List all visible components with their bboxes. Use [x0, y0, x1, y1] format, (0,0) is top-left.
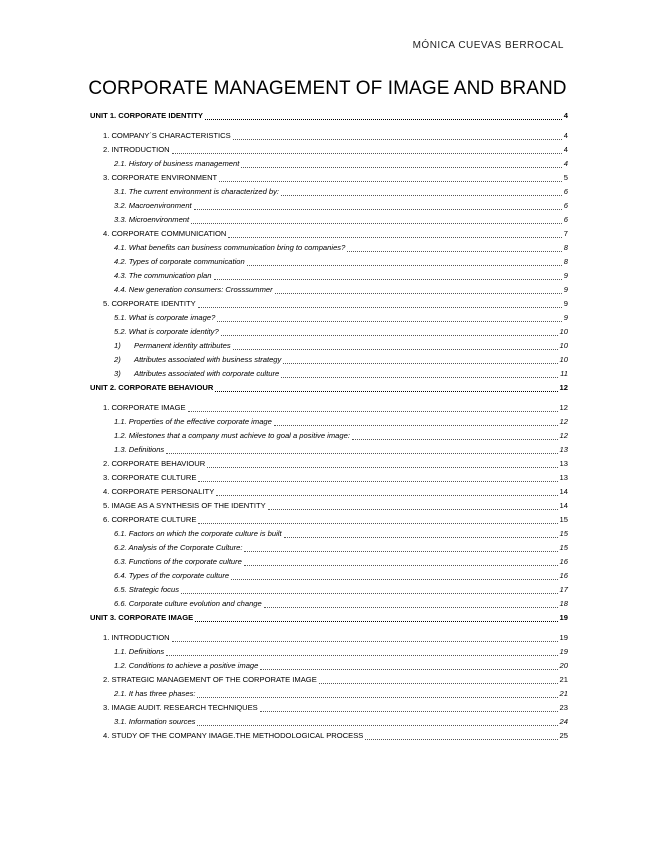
toc-dot-leader — [244, 550, 557, 552]
toc-entry-label — [114, 353, 281, 367]
toc-entry-number: 3) — [114, 369, 121, 378]
toc-entry[interactable] — [90, 325, 568, 339]
toc-entry[interactable] — [90, 429, 568, 443]
toc-entry[interactable] — [90, 701, 568, 715]
toc-dot-leader — [233, 348, 558, 350]
toc-dot-leader — [191, 222, 562, 224]
toc-entry-label: UNIT 2. CORPORATE BEHAVIOUR — [90, 383, 214, 392]
toc-page-number: 25 — [559, 731, 568, 740]
toc-entry-label: 4.4. New generation consumers: Crosssummer — [114, 285, 273, 294]
toc-dot-leader — [172, 640, 558, 642]
toc-entry-label: 6.6. Corporate culture evolution and change — [114, 599, 262, 608]
toc-dot-leader — [181, 592, 558, 594]
toc-page-number: 19 — [559, 633, 568, 642]
toc-page-number: 13 — [559, 459, 568, 468]
toc-entry[interactable] — [90, 513, 568, 527]
toc-page-number: 9 — [563, 271, 568, 280]
toc-dot-leader — [275, 292, 562, 294]
toc-page-number: 12 — [559, 403, 568, 412]
toc-entry-label: 1. INTRODUCTION — [103, 633, 170, 642]
toc-dot-leader — [221, 334, 558, 336]
toc-page-number: 21 — [559, 689, 568, 698]
toc-entry-label: 5.2. What is corporate identity? — [114, 327, 219, 336]
toc-dot-leader — [198, 480, 557, 482]
toc-entry[interactable] — [90, 569, 568, 583]
toc-page-number: 9 — [563, 285, 568, 294]
toc-page-number: 21 — [559, 675, 568, 684]
toc-dot-leader — [365, 738, 557, 740]
toc-entry[interactable] — [90, 715, 568, 729]
toc-dot-leader — [166, 654, 557, 656]
toc-entry-label — [114, 367, 279, 381]
toc-entry[interactable] — [90, 631, 568, 645]
toc-entry[interactable] — [90, 687, 568, 701]
toc-page-number: 23 — [559, 703, 568, 712]
toc-dot-leader — [216, 494, 557, 496]
toc-entry-text: Attributes associated with corporate culture — [134, 369, 280, 378]
toc-dot-leader — [281, 194, 562, 196]
toc-page-number: 20 — [559, 661, 568, 670]
toc-entry-label: 3. IMAGE AUDIT. RESEARCH TECHNIQUES — [103, 703, 258, 712]
toc-unit-entry[interactable] — [90, 611, 568, 625]
toc-dot-leader — [244, 564, 558, 566]
toc-page-number: 15 — [559, 543, 568, 552]
toc-entry-label — [114, 339, 231, 353]
toc-page-number: 12 — [559, 383, 568, 392]
toc-entry-label: 2.1. It has three phases: — [114, 689, 196, 698]
toc-entry-label: 4.2. Types of corporate communication — [114, 257, 245, 266]
toc-entry-label: 5. CORPORATE IDENTITY — [103, 299, 196, 308]
toc-entry[interactable] — [90, 527, 568, 541]
toc-entry[interactable] — [90, 597, 568, 611]
toc-page-number: 13 — [559, 445, 568, 454]
toc-entry[interactable] — [90, 541, 568, 555]
toc-dot-leader — [281, 376, 558, 378]
toc-unit-entry[interactable] — [90, 381, 568, 395]
toc-page-number: 6 — [563, 187, 568, 196]
toc-dot-leader — [284, 536, 558, 538]
toc-dot-leader — [194, 208, 562, 210]
toc-entry-label: 3.2. Macroenvironment — [114, 201, 192, 210]
toc-entry[interactable] — [90, 659, 568, 673]
toc-entry[interactable] — [90, 673, 568, 687]
toc-entry[interactable] — [90, 311, 568, 325]
toc-entry[interactable] — [90, 415, 568, 429]
toc-entry[interactable] — [90, 185, 568, 199]
toc-page-number: 18 — [559, 599, 568, 608]
toc-dot-leader — [205, 118, 562, 120]
document-title: CORPORATE MANAGEMENT OF IMAGE AND BRAND — [88, 78, 567, 99]
toc-page-number: 8 — [563, 257, 568, 266]
toc-entry-label: 1.2. Milestones that a company must achieve to goal a positive image: — [114, 431, 350, 440]
toc-entry[interactable] — [90, 269, 568, 283]
toc-page-number: 14 — [559, 487, 568, 496]
toc-page-number: 24 — [559, 717, 568, 726]
toc-entry-label: 1.3. Definitions — [114, 445, 165, 454]
toc-page-number: 4 — [563, 159, 568, 168]
toc-entry-label: 2. STRATEGIC MANAGEMENT OF THE CORPORATE IMAGE — [103, 675, 317, 684]
toc-page-number: 13 — [559, 473, 568, 482]
toc-dot-leader — [215, 390, 557, 392]
toc-page-number: 4 — [563, 145, 568, 154]
toc-entry[interactable] — [90, 241, 568, 255]
toc-entry-label: 3.3. Microenvironment — [114, 215, 190, 224]
toc-dot-leader — [260, 710, 558, 712]
toc-dot-leader — [217, 320, 561, 322]
toc-entry[interactable] — [90, 457, 568, 471]
toc-entry[interactable] — [90, 157, 568, 171]
toc-entry[interactable] — [90, 129, 568, 143]
toc-entry-label: 2. CORPORATE BEHAVIOUR — [103, 459, 206, 468]
toc-entry-label: 5.1. What is corporate image? — [114, 313, 216, 322]
toc-page-number: 19 — [559, 613, 568, 622]
toc-entry-number: 1) — [114, 341, 121, 350]
toc-entry[interactable] — [90, 213, 568, 227]
toc-entry-label: 1.1. Definitions — [114, 647, 165, 656]
toc-entry-label: 6.1. Factors on which the corporate culture is built — [114, 529, 282, 538]
toc-entry-text: Attributes associated with business strategy — [134, 355, 282, 364]
toc-dot-leader — [283, 362, 557, 364]
toc-page-number: 6 — [563, 215, 568, 224]
toc-entry-label: 1.1. Properties of the effective corporate image — [114, 417, 272, 426]
toc-entry[interactable] — [90, 353, 568, 367]
toc-page-number: 9 — [563, 313, 568, 322]
toc-entry-label: 3.1. Information sources — [114, 717, 196, 726]
toc-entry-label: 1. COMPANY´S CHARACTERISTICS — [103, 131, 231, 140]
toc-dot-leader — [207, 466, 557, 468]
toc-entry[interactable] — [90, 143, 568, 157]
toc-dot-leader — [264, 606, 558, 608]
toc-dot-leader — [319, 682, 558, 684]
toc-entry-label: 6.2. Analysis of the Corporate Culture: — [114, 543, 243, 552]
toc-dot-leader — [228, 236, 561, 238]
toc-page-number: 9 — [563, 299, 568, 308]
toc-entry-text: Permanent identity attributes — [134, 341, 231, 350]
toc-page-number: 5 — [563, 173, 568, 182]
toc-entry[interactable] — [90, 367, 568, 381]
toc-page-number: 10 — [559, 327, 568, 336]
toc-unit-entry[interactable] — [90, 109, 568, 123]
toc-dot-leader — [233, 138, 562, 140]
toc-entry[interactable] — [90, 583, 568, 597]
toc-entry[interactable] — [90, 339, 568, 353]
toc-dot-leader — [214, 278, 562, 280]
toc-dot-leader — [268, 508, 558, 510]
toc-entry[interactable] — [90, 171, 568, 185]
toc-page-number: 10 — [559, 355, 568, 364]
toc-page-number: 12 — [559, 417, 568, 426]
toc-entry-label: 1.2. Conditions to achieve a positive image — [114, 661, 259, 670]
toc-entry-label: 6. CORPORATE CULTURE — [103, 515, 197, 524]
toc-entry[interactable] — [90, 485, 568, 499]
toc-dot-leader — [195, 620, 557, 622]
toc-entry[interactable] — [90, 283, 568, 297]
toc-dot-leader — [274, 424, 558, 426]
toc-entry-label: 3. CORPORATE ENVIRONMENT — [103, 173, 218, 182]
toc-entry[interactable] — [90, 199, 568, 213]
toc-page-number: 17 — [559, 585, 568, 594]
toc-dot-leader — [231, 578, 557, 580]
toc-page-number: 15 — [559, 515, 568, 524]
toc-page-number: 6 — [563, 201, 568, 210]
toc-page-number: 4 — [563, 131, 568, 140]
toc-dot-leader — [347, 250, 561, 252]
toc-dot-leader — [197, 724, 557, 726]
toc-dot-leader — [352, 438, 558, 440]
toc-page-number: 19 — [559, 647, 568, 656]
toc-page-number: 4 — [563, 111, 568, 120]
toc-entry-label: 2. INTRODUCTION — [103, 145, 170, 154]
toc-entry-label: 4. CORPORATE PERSONALITY — [103, 487, 215, 496]
toc-entry-label: 4. STUDY OF THE COMPANY IMAGE.THE METHODOLOGICAL PROCESS — [103, 731, 364, 740]
toc-entry-label: 3. CORPORATE CULTURE — [103, 473, 197, 482]
toc-dot-leader — [198, 522, 557, 524]
toc-dot-leader — [172, 152, 562, 154]
toc-page-number: 16 — [559, 557, 568, 566]
toc-dot-leader — [198, 306, 562, 308]
toc-page-number: 8 — [563, 243, 568, 252]
toc-entry-label: 3.1. The current environment is characterized by: — [114, 187, 280, 196]
toc-entry-label: UNIT 1. CORPORATE IDENTITY — [90, 111, 203, 120]
toc-entry[interactable] — [90, 555, 568, 569]
header-author: MÓNICA CUEVAS BERROCAL — [412, 40, 564, 51]
toc-entry-number: 2) — [114, 355, 121, 364]
table-of-contents — [90, 109, 568, 743]
toc-entry-label: 6.4. Types of the corporate culture — [114, 571, 230, 580]
toc-page-number: 7 — [563, 229, 568, 238]
toc-entry[interactable] — [90, 297, 568, 311]
toc-dot-leader — [260, 668, 557, 670]
toc-entry[interactable] — [90, 255, 568, 269]
toc-entry-label: 2.1. History of business management — [114, 159, 240, 168]
toc-dot-leader — [247, 264, 562, 266]
toc-entry-label: 4. CORPORATE COMMUNICATION — [103, 229, 227, 238]
toc-dot-leader — [166, 452, 557, 454]
toc-entry[interactable] — [90, 443, 568, 457]
toc-page-number: 11 — [560, 369, 568, 378]
toc-dot-leader — [188, 410, 558, 412]
toc-entry-label: 4.3. The communication plan — [114, 271, 212, 280]
toc-page-number: 12 — [559, 431, 568, 440]
toc-entry-label: 6.5. Strategic focus — [114, 585, 180, 594]
toc-entry[interactable] — [90, 645, 568, 659]
toc-entry[interactable] — [90, 729, 568, 743]
toc-dot-leader — [241, 166, 561, 168]
toc-page-number: 15 — [559, 529, 568, 538]
toc-page-number: 16 — [559, 571, 568, 580]
toc-entry[interactable] — [90, 471, 568, 485]
toc-entry-label: 1. CORPORATE IMAGE — [103, 403, 186, 412]
toc-entry[interactable] — [90, 227, 568, 241]
toc-entry-label: UNIT 3. CORPORATE IMAGE — [90, 613, 194, 622]
toc-entry-label: 4.1. What benefits can business communication bring to companies? — [114, 243, 346, 252]
toc-dot-leader — [219, 180, 562, 182]
toc-entry[interactable] — [90, 401, 568, 415]
toc-entry-label: 6.3. Functions of the corporate culture — [114, 557, 242, 566]
toc-entry[interactable] — [90, 499, 568, 513]
toc-dot-leader — [197, 696, 557, 698]
toc-page-number: 14 — [559, 501, 568, 510]
toc-entry-label: 5. IMAGE AS A SYNTHESIS OF THE IDENTITY — [103, 501, 266, 510]
toc-page-number: 10 — [559, 341, 568, 350]
